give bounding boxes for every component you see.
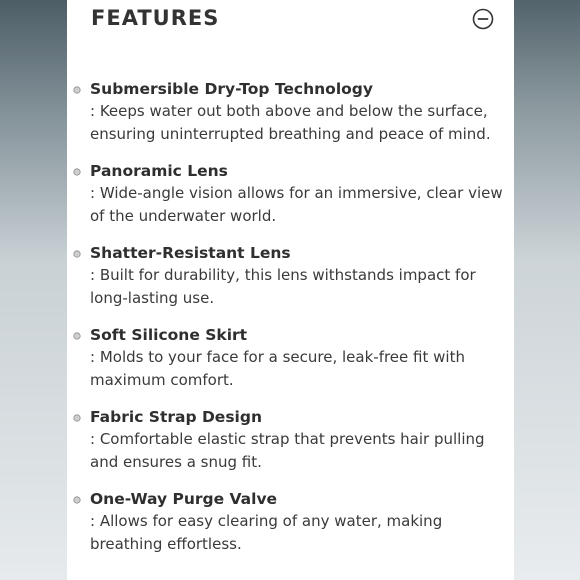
feature-item xyxy=(73,324,503,392)
feature-item xyxy=(73,406,503,474)
minus-circle-icon[interactable] xyxy=(472,8,494,30)
feature-title: Fabric Strap Design xyxy=(90,408,262,426)
feature-description: : Comfortable elastic strap that prevents hair pulling and ensures a snug fit. xyxy=(90,430,485,471)
feature-item xyxy=(73,242,503,310)
feature-description: : Molds to your face for a secure, leak-free fit with maximum comfort. xyxy=(90,348,465,389)
feature-title: One-Way Purge Valve xyxy=(90,490,278,508)
feature-description: : Built for durability, this lens withstands impact for long-lasting use. xyxy=(90,266,476,307)
feature-item xyxy=(73,488,503,556)
feature-description: : Keeps water out both above and below the surface, ensuring uninterrupted breathing and peace of mind. xyxy=(90,102,491,143)
features-panel xyxy=(67,0,514,580)
bullet-icon xyxy=(73,414,81,422)
feature-title: Shatter-Resistant Lens xyxy=(90,244,291,262)
feature-title: Panoramic Lens xyxy=(90,162,228,180)
background-right xyxy=(514,0,580,580)
feature-item xyxy=(73,78,503,146)
bullet-icon xyxy=(73,496,81,504)
bullet-icon xyxy=(73,168,81,176)
feature-description: : Allows for easy clearing of any water, making breathing effortless. xyxy=(90,512,443,553)
feature-title: Submersible Dry-Top Technology xyxy=(90,80,373,98)
feature-description: : Wide-angle vision allows for an immersive, clear view of the underwater world. xyxy=(90,184,503,225)
bullet-icon xyxy=(73,332,81,340)
features-header[interactable] xyxy=(91,4,494,36)
feature-item xyxy=(73,160,503,228)
features-list xyxy=(73,78,503,570)
bullet-icon xyxy=(73,86,81,94)
bullet-icon xyxy=(73,250,81,258)
feature-title: Soft Silicone Skirt xyxy=(90,326,248,344)
background-left xyxy=(0,0,67,580)
section-title: FEATURES xyxy=(91,6,220,30)
